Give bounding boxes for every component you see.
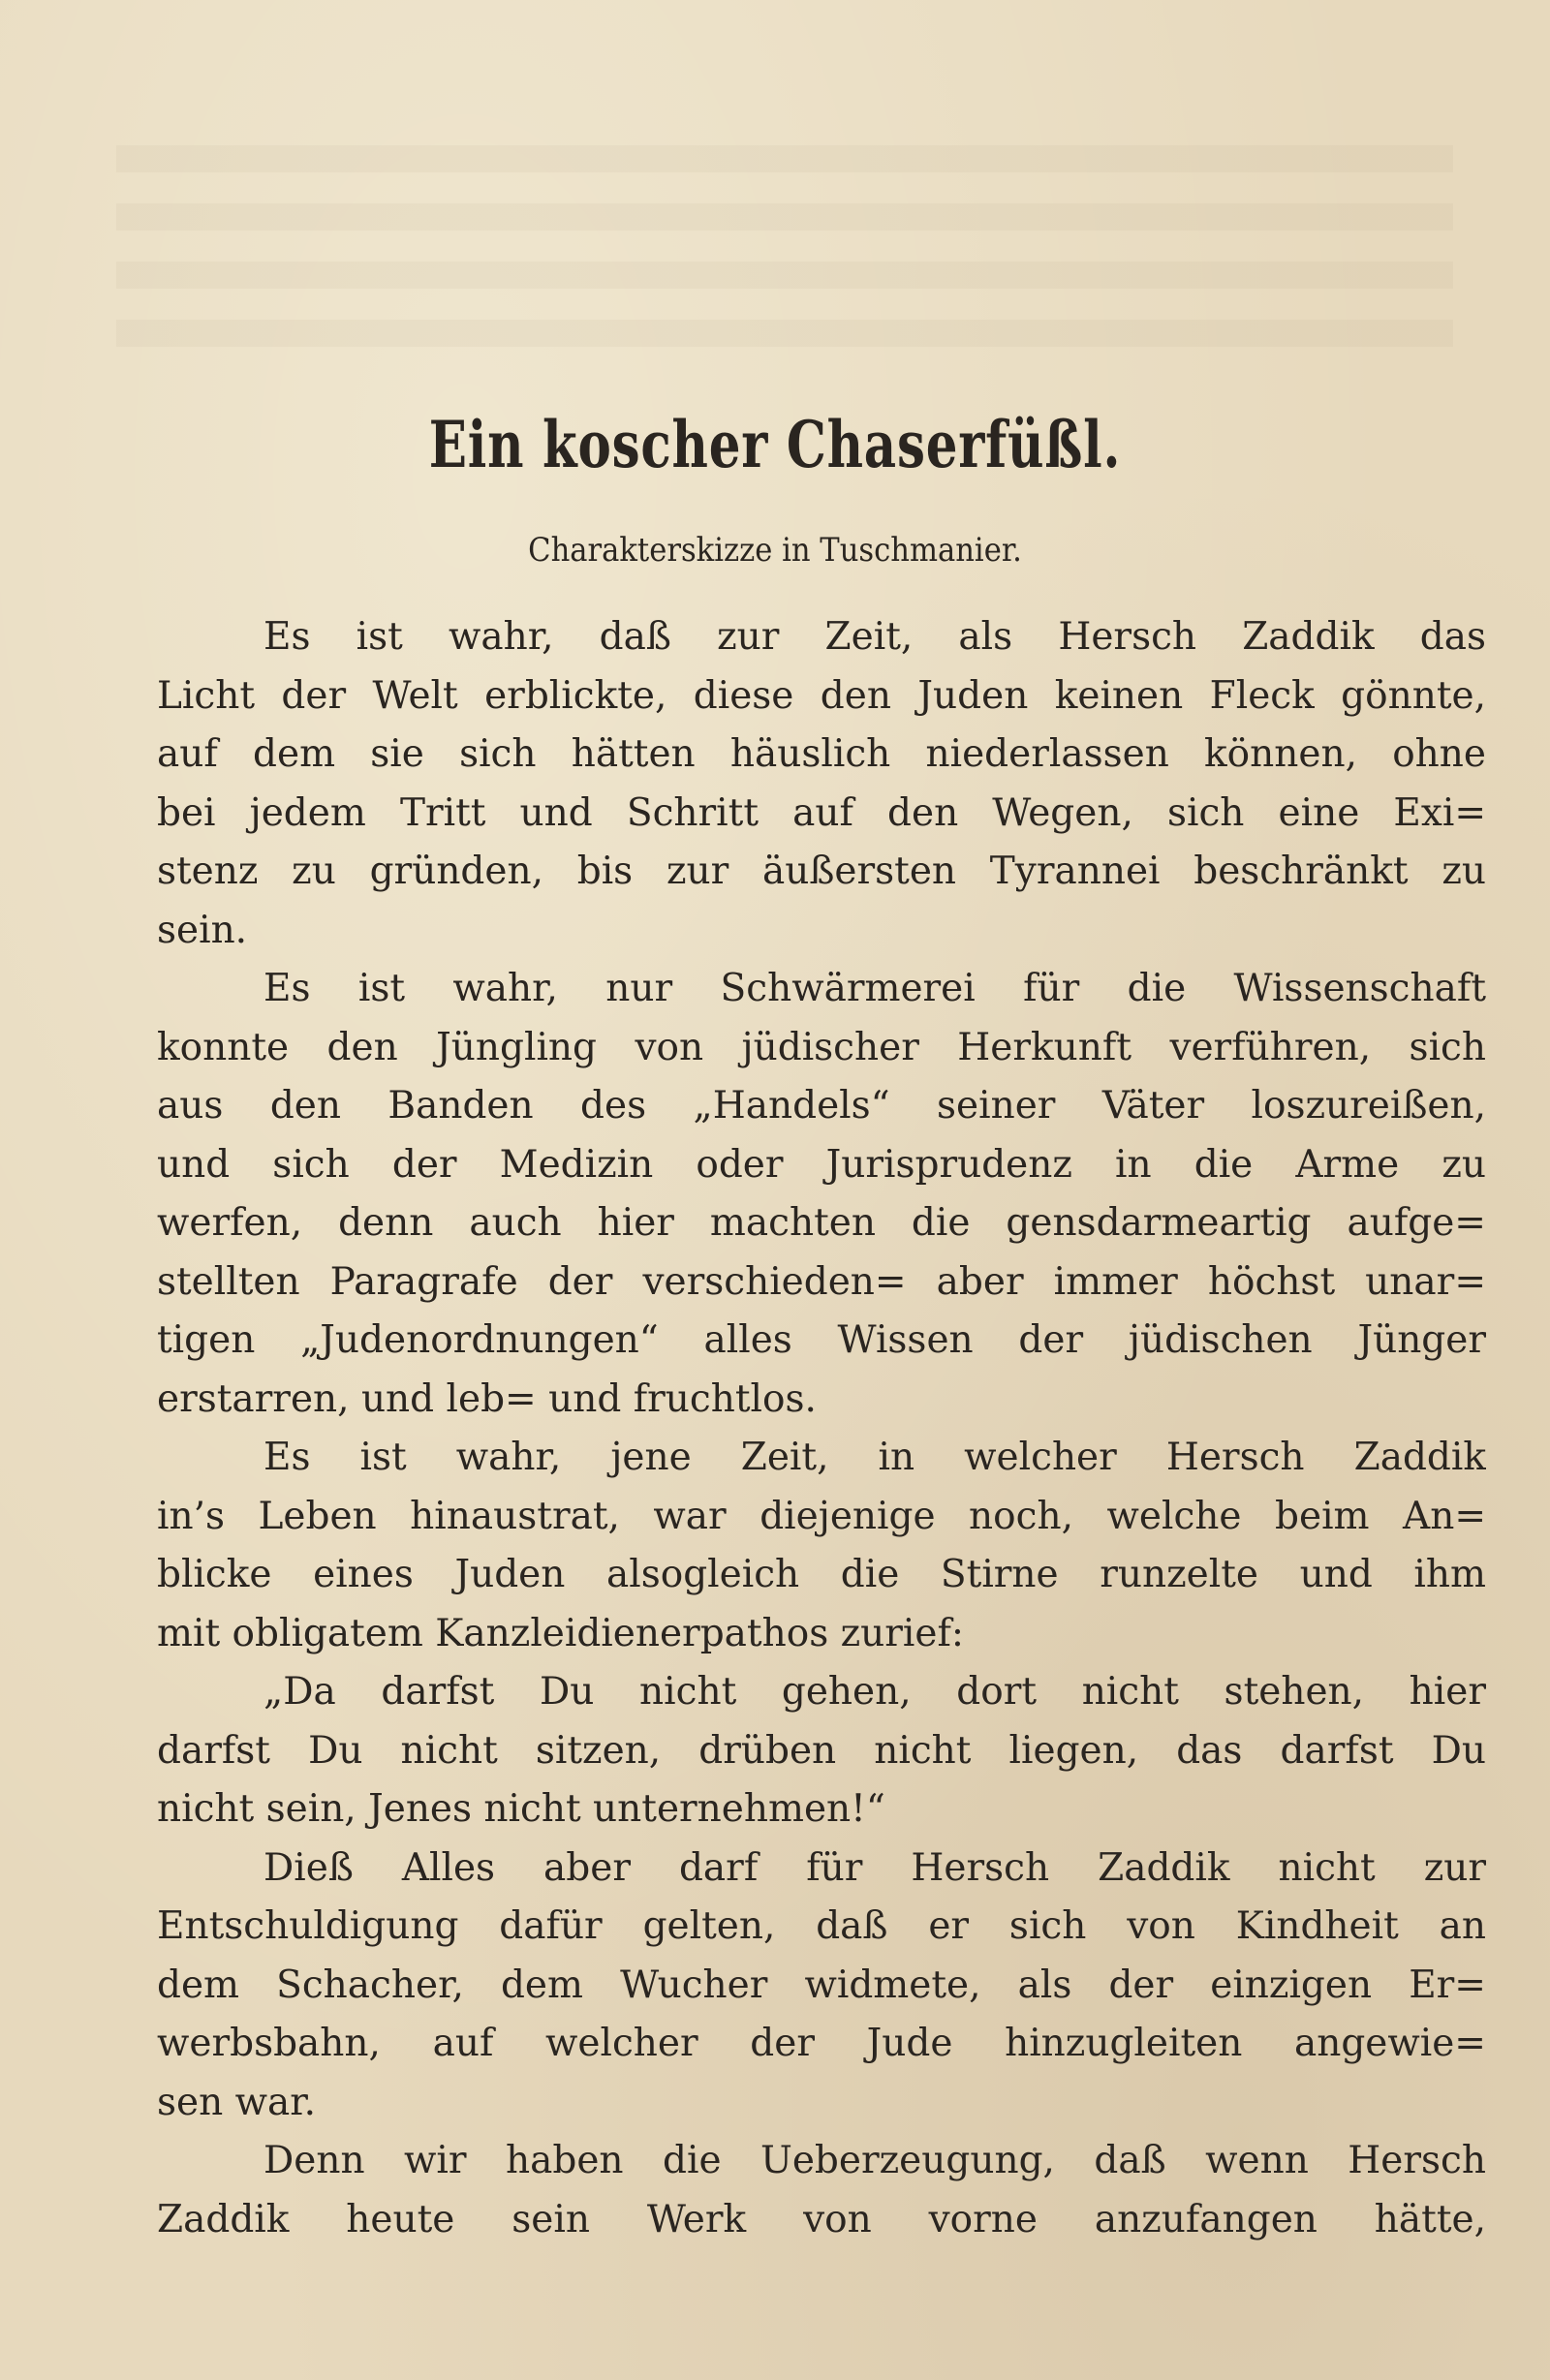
text-line: Zaddik heute sein Werk von vorne anzufangen hätte, bbox=[157, 2197, 1486, 2241]
text-line: erstarren, und leb= und fruchtlos. bbox=[157, 1376, 817, 1421]
text-line: nicht sein, Jenes nicht unternehmen!“ bbox=[157, 1787, 885, 1831]
text-line: sein. bbox=[157, 908, 248, 952]
text-line: Es ist wahr, nur Schwärmerei für die Wissenschaft bbox=[264, 967, 1486, 1010]
text-line: Dieß Alles aber darf für Hersch Zaddik nicht zur bbox=[264, 1845, 1486, 1890]
text-line: „Da darfst Du nicht gehen, dort nicht stehen, hier bbox=[264, 1670, 1486, 1714]
text-line: auf dem sie sich hätten häuslich niederlassen können, ohne bbox=[157, 732, 1486, 776]
chapter-title: Ein koscher Chaserfüßl. bbox=[428, 407, 1122, 482]
text-line: stenz zu gründen, bis zur äußersten Tyrannei beschränkt zu bbox=[157, 850, 1486, 893]
text-line: Denn wir haben die Ueberzeugung, daß wenn Hersch bbox=[264, 2139, 1486, 2182]
text-line: Licht der Welt erblickte, diese den Juden keinen Fleck gönnte, bbox=[157, 673, 1486, 718]
text-line: Es ist wahr, daß zur Zeit, als Hersch Zaddik das bbox=[264, 615, 1486, 659]
text-line: werfen, denn auch hier machten die gensdarmeartig aufge= bbox=[157, 1201, 1486, 1245]
text-line: aus den Banden des „Handels“ seiner Väter loszureißen, bbox=[157, 1084, 1486, 1128]
text-line: Entschuldigung dafür gelten, daß er sich von Kindheit an bbox=[157, 1904, 1486, 1948]
text-line: darfst Du nicht sitzen, drüben nicht liegen, das darfst Du bbox=[157, 1728, 1486, 1773]
text-line: stellten Paragrafe der verschieden= aber immer höchst unar= bbox=[157, 1259, 1486, 1304]
text-line: blicke eines Juden alsogleich die Stirne runzelte und ihm bbox=[157, 1553, 1486, 1596]
text-line: dem Schacher, dem Wucher widmete, als der einzigen Er= bbox=[157, 1963, 1486, 2007]
chapter-subtitle: Charakterskizze in Tuschmanier. bbox=[528, 531, 1022, 570]
body-text bbox=[157, 608, 1486, 2249]
text-line: sen war. bbox=[157, 2080, 316, 2124]
text-line: und sich der Medizin oder Jurisprudenz in die Arme zu bbox=[157, 1142, 1486, 1187]
text-line: konnte den Jüngling von jüdischer Herkunft verführen, sich bbox=[157, 1025, 1486, 1069]
bleed-through-text bbox=[116, 145, 1453, 378]
text-line: Es ist wahr, jene Zeit, in welcher Hersch Zaddik bbox=[264, 1436, 1486, 1479]
text-line: mit obligatem Kanzleidienerpathos zurief: bbox=[157, 1611, 965, 1655]
text-line: werbsbahn, auf welcher der Jude hinzugleiten angewie= bbox=[157, 2022, 1486, 2065]
text-line: tigen „Judenordnungen“ alles Wissen der jüdischen Jünger bbox=[157, 1318, 1486, 1362]
text-line: bei jedem Tritt und Schritt auf den Wegen, sich eine Exi= bbox=[157, 790, 1486, 835]
text-line: in’s Leben hinaustrat, war diejenige noch, welche beim An= bbox=[157, 1494, 1486, 1538]
